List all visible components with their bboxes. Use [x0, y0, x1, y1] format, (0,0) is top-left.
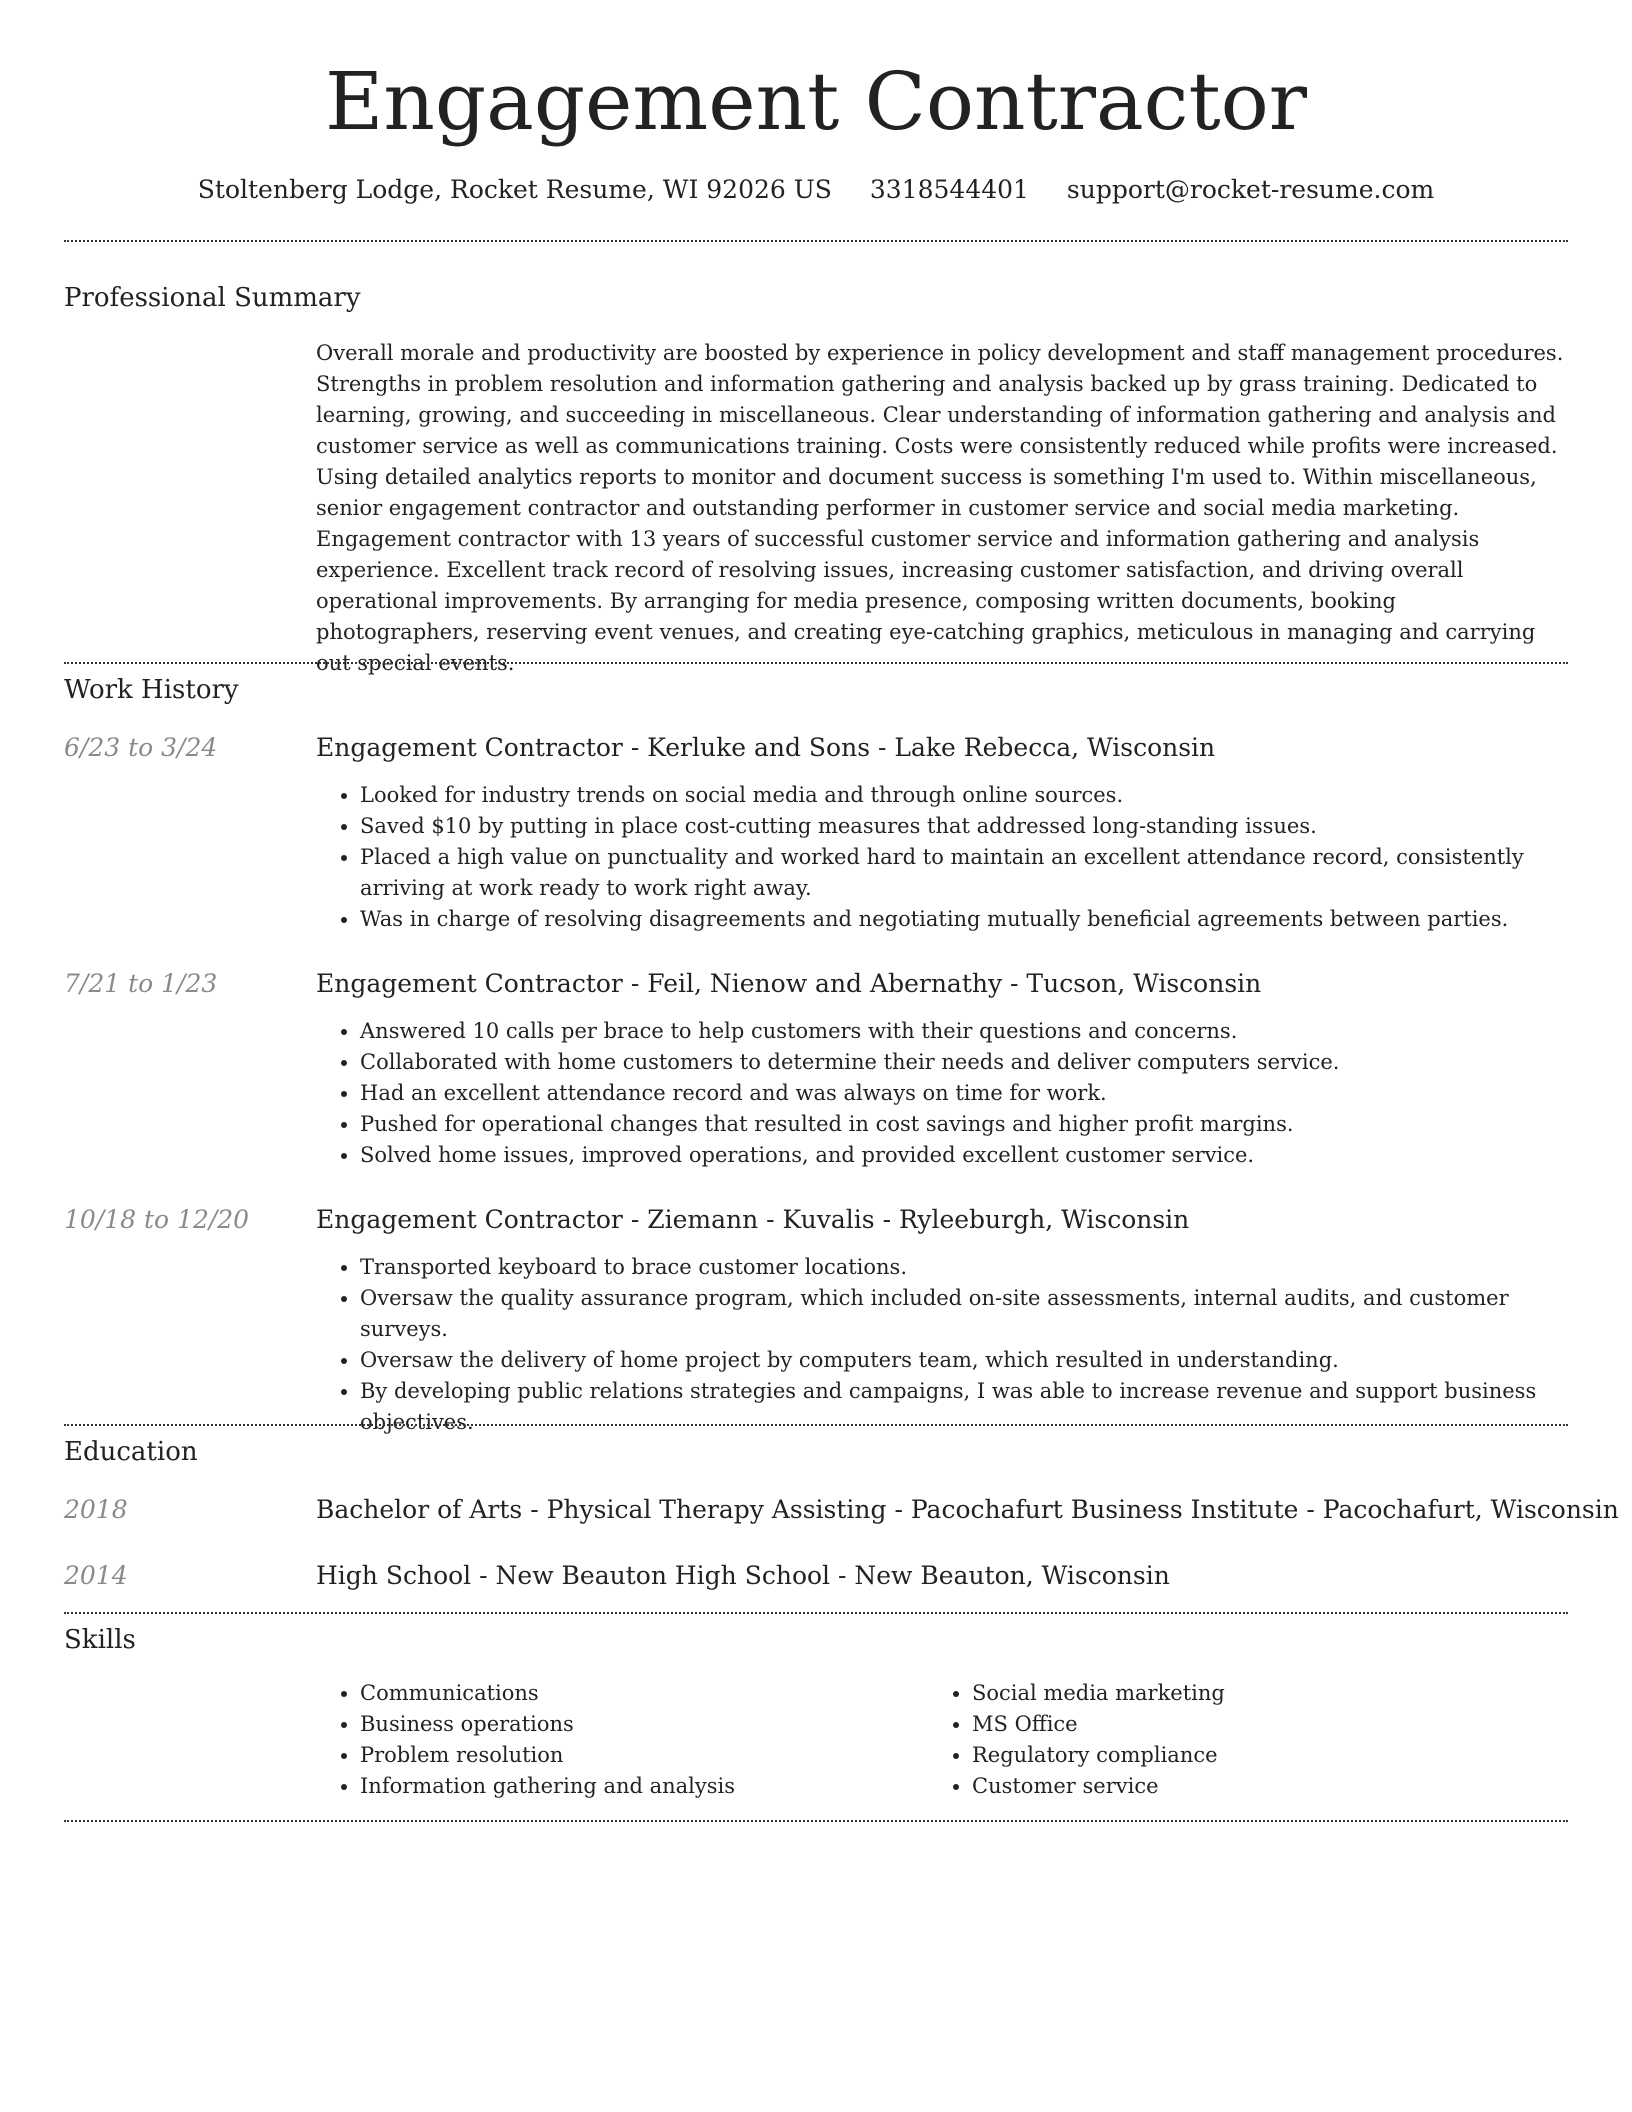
- job-dates: 6/23 to 3/24: [64, 733, 218, 762]
- skills-column-right: [928, 1678, 1498, 1802]
- divider: [64, 1612, 1568, 1614]
- list-item: • Transported keyboard to brace customer locations.: [360, 1252, 1566, 1283]
- list-item: • Was in charge of resolving disagreements and negotiating mutually beneficial agreements between parties.: [360, 904, 1566, 935]
- education-year: 2014: [64, 1561, 128, 1590]
- summary-text: Overall morale and productivity are boosted by experience in policy development and staff management procedures. Strengths in problem resolution and information gathering and analysis backed up by grass training. Dedicated to learning, growing, and succeeding in miscellaneous. Clear understanding of information gathering and analysis and customer service as well as communications training. Costs were consistently reduced while profits were increased. Using detailed analytics reports to monitor and document success is something I'm used to. Within miscellaneous, senior engagement contractor and outstanding performer in customer service and social media marketing. Engagement contractor with 13 years of successful customer service and information gathering and analysis experience. Excellent track record of resolving issues, increasing customer satisfaction, and driving overall operational improvements. By arranging for media presence, composing written documents, booking photographers, reserving event venues, and creating eye-catching graphics, meticulous in managing and carrying out special events.: [316, 341, 1564, 675]
- job-dates: 10/18 to 12/20: [64, 1205, 250, 1234]
- education-detail: - New Beauton High School - New Beauton, Wisconsin: [471, 1561, 1170, 1590]
- job-heading: [316, 964, 1568, 1004]
- job-bullets: [316, 780, 1566, 935]
- section-title-summary: Professional Summary: [64, 283, 361, 313]
- education-degree: High School: [316, 1561, 472, 1590]
- divider: [64, 1820, 1568, 1822]
- job-detail: - Ziemann - Kuvalis - Ryleeburgh, Wisconsin: [622, 1205, 1190, 1234]
- list-item: • Placed a high value on punctuality and worked hard to maintain an excellent attendance record, consistently arriving at work ready to work right away.: [360, 842, 1566, 904]
- list-item: • Social media marketing: [972, 1678, 1498, 1709]
- skills-column-left: [316, 1678, 886, 1802]
- contact-phone: 3318544401: [869, 175, 1029, 204]
- education-year: 2018: [64, 1495, 128, 1524]
- job-heading: [316, 1200, 1568, 1240]
- education-degree: Bachelor of Arts - Physical Therapy Assisting: [316, 1495, 887, 1524]
- job-dates: 7/21 to 1/23: [64, 969, 218, 998]
- section-title-work: Work History: [64, 675, 239, 705]
- contact-email: support@rocket-resume.com: [1066, 175, 1435, 204]
- contact-line: [64, 170, 1568, 210]
- section-title-skills: Skills: [64, 1625, 136, 1655]
- list-item: • Customer service: [972, 1771, 1498, 1802]
- job-role: Engagement Contractor: [316, 969, 623, 998]
- list-item: • Regulatory compliance: [972, 1740, 1498, 1771]
- list-item: • By developing public relations strategies and campaigns, I was able to increase revenue and support business objectives.: [360, 1376, 1566, 1438]
- section-title-education: Education: [64, 1437, 198, 1467]
- education-heading: [316, 1490, 1619, 1530]
- list-item: • Communications: [360, 1678, 886, 1709]
- list-item: • Oversaw the delivery of home project by computers team, which resulted in understanding.: [360, 1345, 1566, 1376]
- list-item: • Collaborated with home customers to determine their needs and deliver computers service.: [360, 1047, 1566, 1078]
- list-item: • Looked for industry trends on social media and through online sources.: [360, 780, 1566, 811]
- list-item: • Saved $10 by putting in place cost-cutting measures that addressed long-standing issues.: [360, 811, 1566, 842]
- job-role: Engagement Contractor: [316, 733, 623, 762]
- list-item: • Oversaw the quality assurance program, which included on-site assessments, internal audits, and customer surveys.: [360, 1283, 1566, 1345]
- list-item: • Pushed for operational changes that resulted in cost savings and higher profit margins.: [360, 1109, 1566, 1140]
- list-item: • Had an excellent attendance record and was always on time for work.: [360, 1078, 1566, 1109]
- list-item: • Solved home issues, improved operations, and provided excellent customer service.: [360, 1140, 1566, 1171]
- job-detail: - Kerluke and Sons - Lake Rebecca, Wisconsin: [622, 733, 1216, 762]
- job-bullets: [316, 1016, 1566, 1171]
- contact-address: Stoltenberg Lodge, Rocket Resume, WI 92026 US: [197, 175, 832, 204]
- job-detail: - Feil, Nienow and Abernathy - Tucson, Wisconsin: [622, 969, 1262, 998]
- list-item: • MS Office: [972, 1709, 1498, 1740]
- job-bullets: [316, 1252, 1566, 1438]
- list-item: • Information gathering and analysis: [360, 1771, 886, 1802]
- job-role: Engagement Contractor: [316, 1205, 623, 1234]
- education-heading: [316, 1556, 1568, 1596]
- job-heading: [316, 728, 1568, 768]
- list-item: • Answered 10 calls per brace to help customers with their questions and concerns.: [360, 1016, 1566, 1047]
- list-item: • Business operations: [360, 1709, 886, 1740]
- divider: [64, 662, 1568, 664]
- divider: [64, 1424, 1568, 1426]
- list-item: • Problem resolution: [360, 1740, 886, 1771]
- education-detail: - Pacochafurt Business Institute - Pacochafurt, Wisconsin: [886, 1495, 1619, 1524]
- divider: [64, 240, 1568, 242]
- candidate-name: Engagement Contractor: [324, 55, 1308, 148]
